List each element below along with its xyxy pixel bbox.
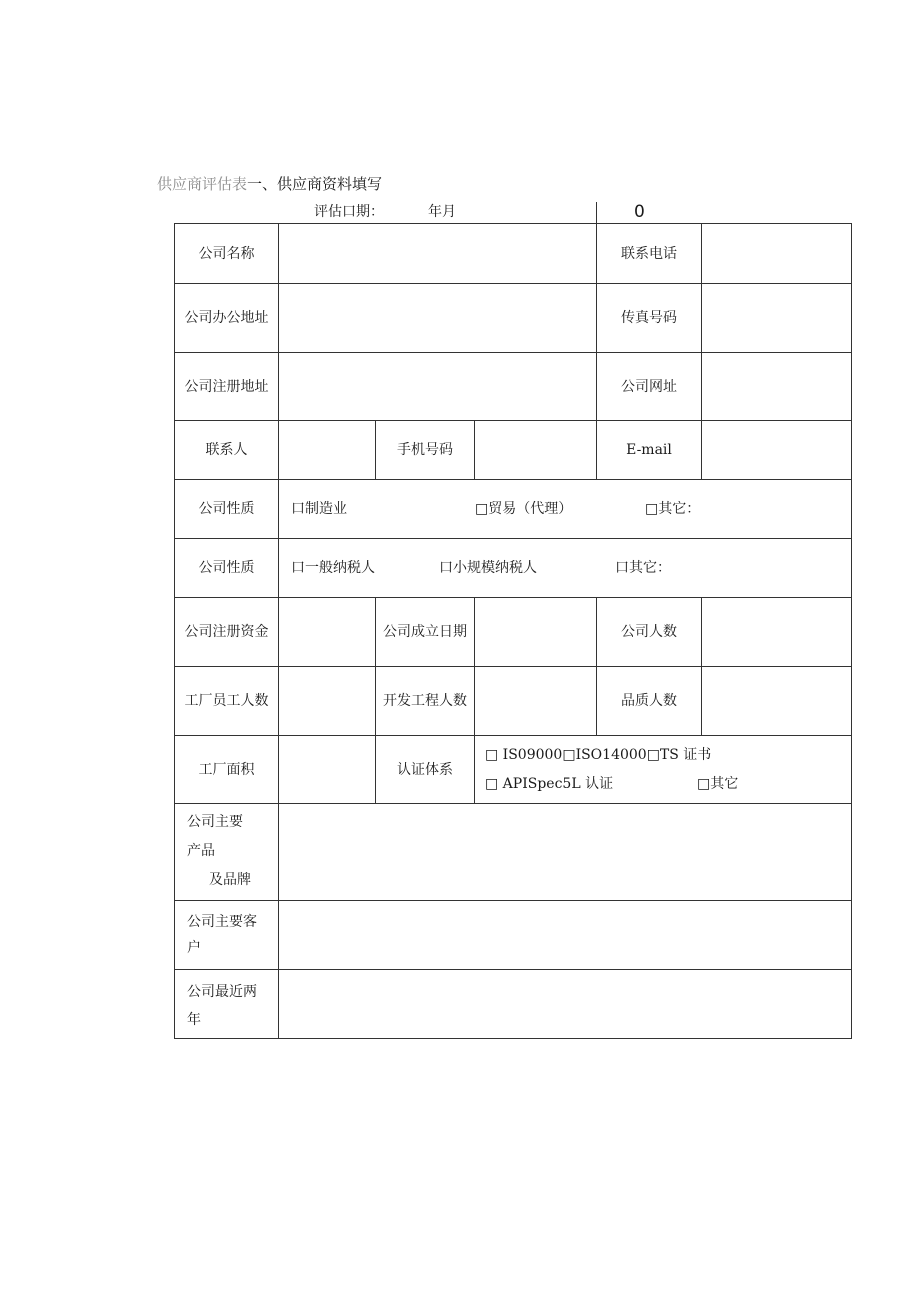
fax-label: 传真号码	[597, 284, 702, 353]
office-address-field[interactable]	[279, 284, 597, 353]
recent-two-years-field[interactable]	[279, 970, 852, 1039]
table-row	[175, 901, 852, 970]
cert-line-iso[interactable]: □ IS09000□ISO14000□TS 证书	[485, 746, 712, 763]
email-field[interactable]	[702, 421, 852, 480]
recent-two-years-label: 公司最近两 年	[175, 970, 279, 1039]
main-products-label: 公司主要 产品 及品牌	[175, 804, 279, 901]
phone-label: 联系电话	[597, 224, 702, 284]
factory-area-field[interactable]	[279, 736, 376, 804]
table-row	[175, 480, 852, 539]
website-field[interactable]	[702, 353, 852, 421]
website-label: 公司网址	[597, 353, 702, 421]
reg-address-label: 公司注册地址	[175, 353, 279, 421]
evaluation-date-line	[314, 202, 456, 222]
factory-area-label: 工厂面积	[175, 736, 279, 804]
tax-nature-label: 公司性质	[175, 539, 279, 598]
headcount-field[interactable]	[702, 598, 852, 667]
mobile-label: 手机号码	[376, 421, 475, 480]
tax-nature-options	[279, 539, 852, 598]
option-small-taxpayer[interactable]: 口小规模纳税人	[439, 560, 537, 576]
date-unit: 年月	[428, 204, 456, 220]
table-row	[175, 284, 852, 353]
main-customers-field[interactable]	[279, 901, 852, 970]
office-address-label: 公司办公地址	[175, 284, 279, 353]
cert-options	[475, 736, 852, 804]
engineers-label: 开发工程人数	[376, 667, 475, 736]
table-row	[175, 539, 852, 598]
table-row	[175, 353, 852, 421]
table-row	[175, 970, 852, 1039]
table-row	[175, 598, 852, 667]
nature-label: 公司性质	[175, 480, 279, 539]
heading-prefix: 供应商评估表	[157, 175, 248, 193]
cert-system-label: 认证体系	[376, 736, 475, 804]
form-heading	[157, 174, 382, 194]
table-row	[175, 421, 852, 480]
factory-workers-field[interactable]	[279, 667, 376, 736]
quality-staff-field[interactable]	[702, 667, 852, 736]
supplier-info-table	[174, 223, 852, 1039]
contact-field[interactable]	[279, 421, 376, 480]
heading-title: 一、供应商资料填写	[247, 175, 383, 193]
main-products-field[interactable]	[279, 804, 852, 901]
fax-field[interactable]	[702, 284, 852, 353]
option-trade-agent[interactable]: □贸易（代理）	[475, 501, 573, 517]
founded-label: 公司成立日期	[376, 598, 475, 667]
table-row	[175, 804, 852, 901]
table-row	[175, 736, 852, 804]
contact-label: 联系人	[175, 421, 279, 480]
company-name-field[interactable]	[279, 224, 597, 284]
reg-address-field[interactable]	[279, 353, 597, 421]
option-other[interactable]: □其它：	[645, 501, 701, 517]
cert-line-api	[485, 770, 847, 799]
date-label: 评估口期：	[314, 204, 384, 220]
table-row	[175, 667, 852, 736]
reg-capital-field[interactable]	[279, 598, 376, 667]
date-divider	[596, 202, 597, 224]
headcount-label: 公司人数	[597, 598, 702, 667]
email-label: E-mail	[597, 421, 702, 480]
phone-field[interactable]	[702, 224, 852, 284]
founded-field[interactable]	[475, 598, 597, 667]
factory-workers-label: 工厂员工人数	[175, 667, 279, 736]
quality-staff-label: 品质人数	[597, 667, 702, 736]
engineers-field[interactable]	[475, 667, 597, 736]
option-manufacturing[interactable]: 口制造业	[291, 501, 347, 517]
reg-capital-label: 公司注册资金	[175, 598, 279, 667]
mobile-field[interactable]	[475, 421, 597, 480]
main-customers-label: 公司主要客 户	[175, 901, 279, 970]
nature-options	[279, 480, 852, 539]
date-value: 0	[634, 202, 645, 222]
option-tax-other[interactable]: 口其它：	[615, 560, 671, 576]
company-name-label: 公司名称	[175, 224, 279, 284]
option-general-taxpayer[interactable]: 口一般纳税人	[291, 560, 375, 576]
option-cert-other[interactable]: □其它	[697, 775, 739, 792]
table-row	[175, 224, 852, 284]
option-api-spec[interactable]: □ APISpec5L 认证	[485, 775, 614, 792]
